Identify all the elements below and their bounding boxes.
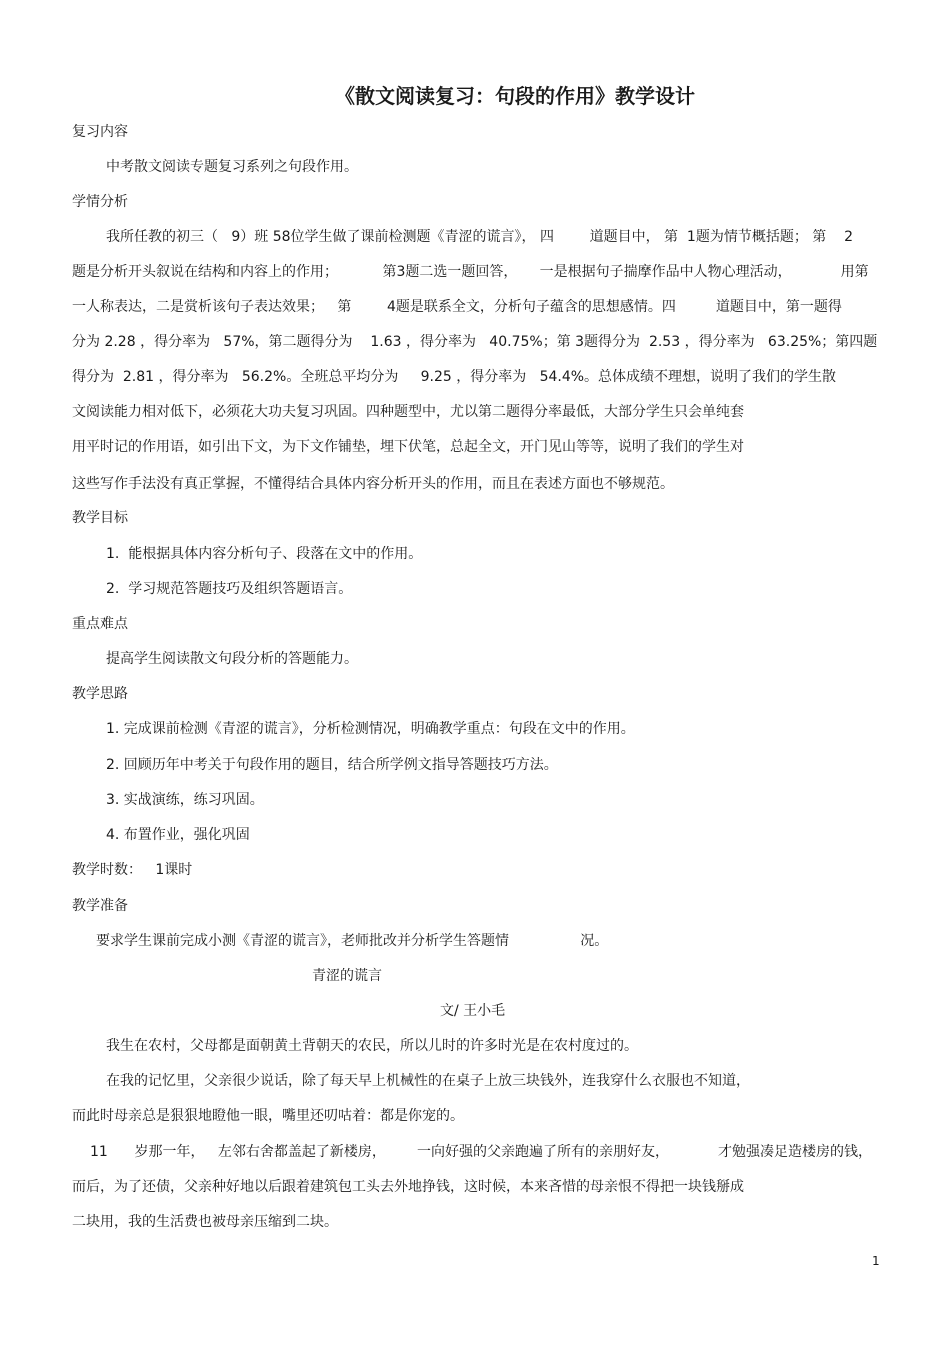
- section-heading-teaching-approach: 教学思路: [72, 686, 128, 702]
- teaching-prep-text: 要求学生课前完成小测《青涩的谎言》，老师批改并分析学生答题情 况。: [96, 933, 609, 949]
- section-heading-student-analysis: 学情分析: [72, 194, 128, 210]
- goal-item: 2. 学习规范答题技巧及组织答题语言。: [106, 581, 353, 597]
- analysis-line: 这些写作手法没有真正掌握，不懂得结合具体内容分析开头的作用，而且在表述方面也不够规范。: [72, 476, 674, 492]
- teaching-hours: 教学时数： 1课时: [72, 862, 193, 878]
- essay-line: 而此时母亲总是狠狠地瞪他一眼，嘴里还叨咕着：都是你宠的。: [72, 1108, 464, 1124]
- section-heading-teaching-goals: 教学目标: [72, 510, 128, 526]
- approach-item: 2. 回顾历年中考关于句段作用的题目，结合所学例文指导答题技巧方法。: [106, 757, 558, 773]
- goal-item: 1. 能根据具体内容分析句子、段落在文中的作用。: [106, 546, 423, 562]
- essay-line: 而后，为了还债，父亲种好地以后跟着建筑包工头去外地挣钱，这时候，本来吝惜的母亲恨不得把一块钱掰成: [72, 1179, 744, 1195]
- essay-title: 青涩的谎言: [312, 968, 382, 984]
- approach-item: 1. 完成课前检测《青涩的谎言》，分析检测情况，明确教学重点：句段在文中的作用。: [106, 721, 635, 737]
- essay-line: 二块用，我的生活费也被母亲压缩到二块。: [72, 1214, 338, 1230]
- analysis-line: 分为 2.28 ，得分率为 57%，第二题得分为 1.63 ，得分率为 40.75%；第 3题得分为 2.53 ，得分率为 63.25%；第四题: [72, 334, 878, 350]
- section-heading-review-content: 复习内容: [72, 124, 128, 140]
- essay-line: 我生在农村，父母都是面朝黄土背朝天的农民，所以儿时的许多时光是在农村度过的。: [106, 1038, 638, 1054]
- section-heading-teaching-prep: 教学准备: [72, 898, 128, 914]
- essay-author: 文/ 王小毛: [440, 1003, 506, 1019]
- document-title: 《散文阅读复习：句段的作用》教学设计: [335, 84, 695, 108]
- analysis-line: 得分为 2.81 ，得分率为 56.2%。全班总平均分为 9.25 ，得分率为 54.4%。总体成绩不理想，说明了我们的学生散: [72, 369, 837, 385]
- section-heading-key-difficulty: 重点难点: [72, 616, 128, 632]
- analysis-line: 一人称表达，二是赏析该句子表达效果； 第 4题是联系全文，分析句子蕴含的思想感情。四 道题目中，第一题得: [72, 299, 842, 315]
- review-content-text: 中考散文阅读专题复习系列之句段作用。: [106, 159, 358, 175]
- key-difficulty-text: 提高学生阅读散文句段分析的答题能力。: [106, 651, 358, 667]
- approach-item: 4. 布置作业，强化巩固: [106, 827, 250, 843]
- essay-line: 在我的记忆里，父亲很少说话，除了每天早上机械性的在桌子上放三块钱外，连我穿什么衣服也不知道，: [106, 1073, 750, 1089]
- essay-line: 11 岁那一年， 左邻右舍都盖起了新楼房， 一向好强的父亲跑遍了所有的亲朋好友， 才勉强凑足造楼房的钱，: [90, 1144, 872, 1160]
- analysis-line: 文阅读能力相对低下，必须花大功夫复习巩固。四种题型中，尤以第二题得分率最低，大部分学生只会单纯套: [72, 404, 744, 420]
- page-number: 1: [872, 1254, 880, 1268]
- analysis-line: 用平时记的作用语，如引出下文，为下文作铺垫，埋下伏笔，总起全文，开门见山等等，说明了我们的学生对: [72, 439, 744, 455]
- approach-item: 3. 实战演练，练习巩固。: [106, 792, 264, 808]
- analysis-line: 我所任教的初三（ 9）班 58位学生做了课前检测题《青涩的谎言》， 四 道题目中， 第 1题为情节概括题； 第 2: [106, 229, 853, 245]
- analysis-line: 题是分析开头叙说在结构和内容上的作用； 第3题二选一题回答， 一是根据句子揣摩作品中人物心理活动， 用第: [72, 264, 869, 280]
